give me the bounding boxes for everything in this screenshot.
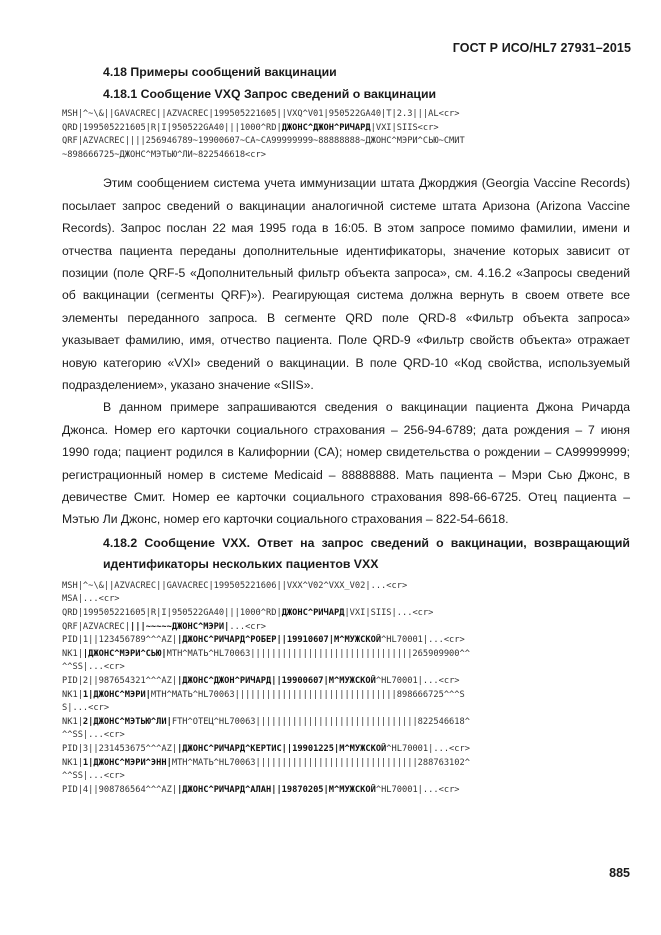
- code-line: PID|4||908786564^^^AZ||ДЖОНС^РИЧАРД^АЛАН||19870205|М^МУЖСКОЙ^HL70001|...<cr>: [62, 784, 460, 795]
- code-line: PID|3||231453675^^^AZ||ДЖОНС^РИЧАРД^КЕРТИС||19901225|М^МУЖСКОЙ^HL70001|...<cr>: [62, 744, 470, 754]
- section-heading: 4.18 Примеры сообщений вакцинации: [103, 65, 337, 79]
- code-line: QRD|199505221605|R|I|950522GA40|||1000^RD|ДЖОНС^ДЖОН^РИЧАРД|VXI|SIIS<cr>: [62, 122, 439, 133]
- code-line: NK1|2|ДЖОНС^МЭТЬЮ^ЛИ|FTH^ОТЕЦ^HL70063|||||||||||||||||||||||||||||||822546618^: [62, 716, 470, 727]
- code-block-vxx: [62, 580, 630, 798]
- standard-code-header: ГОСТ Р ИСО/HL7 27931–2015: [452, 41, 631, 55]
- subsection-heading-vxq: 4.18.1 Сообщение VXQ Запрос сведений о вакцинации: [103, 87, 437, 101]
- code-line: NK1|1|ДЖОНС^МЭРИ^ЭНН|MTH^МАТЬ^HL70063|||||||||||||||||||||||||||||||288763102^: [62, 757, 470, 768]
- page-number: 885: [609, 866, 630, 880]
- code-line: QRD|199505221605|R|I|950522GA40|||1000^RD|ДЖОНС^РИЧАРД|VXI|SIIS|...<cr>: [62, 608, 434, 619]
- code-line: S|...<cr>: [62, 703, 110, 714]
- subsection-heading-vxx: 4.18.2 Сообщение VXX. Ответ на запрос сведений о вакцинации, возвращающий идентификаторы нескольких пациентов VXX: [103, 535, 630, 572]
- code-line: MSH|^~\&||AZVACREC||GAVACREC|199505221606||VXX^V02^VXX_V02|...<cr>: [62, 580, 408, 591]
- code-line: ^^SS|...<cr>: [62, 730, 125, 741]
- code-line: QRF|AZVACREC||||256946789~19900607~CA~CA99999999~88888888~ДЖОНС^МЭРИ^СЬЮ~СМИТ: [62, 136, 465, 147]
- code-line: ~898666725~ДЖОНС^МЭТЬЮ^ЛИ~822546618<cr>: [62, 149, 266, 160]
- code-line: ^^SS|...<cr>: [62, 662, 125, 673]
- code-line: NK1|1|ДЖОНС^МЭРИ|MTH^МАТЬ^HL70063|||||||||||||||||||||||||||||||898666725^^^S: [62, 689, 465, 700]
- code-line: MSA|...<cr>: [62, 594, 120, 605]
- body-text: [62, 172, 630, 531]
- code-line: PID|1||123456789^^^AZ||ДЖОНС^РИЧАРД^РОБЕР||19910607|М^МУЖСКОЙ^HL70001|...<cr>: [62, 635, 465, 646]
- code-block-vxq: [62, 108, 630, 162]
- code-line: PID|2||987654321^^^AZ||ДЖОНС^ДЖОН^РИЧАРД||19900607|М^МУЖСКОЙ^HL70001|...<cr>: [62, 676, 460, 687]
- page-content: [62, 62, 630, 797]
- paragraph: В данном примере запрашиваются сведения о вакцинации пациента Джона Ричарда Джонса. Номер его карточки социального страхования – 256-94-6789; дата рождения – 7 июня 1990 года; пациент родился в Калифорнии (CA); номер свидетельства о рождении – CA99999999; регистрационный номер в системе Medicaid – 88888888. Мать пациента – Мэри Сью Джонс, в девичестве Смит. Номер ее карточки социального страхования 898-66-6725. Отец пациента – Мэтью Ли Джонс, номер его карточки социального страхования – 822-54-6618.: [62, 400, 630, 527]
- code-line: QRF|AZVACREC||||~~~~~ДЖОНС^МЭРИ|...<cr>: [62, 621, 267, 632]
- code-line: MSH|^~\&||GAVACREC||AZVACREC|199505221605||VXQ^V01|950522GA40|T|2.3|||AL<cr>: [62, 109, 460, 119]
- code-line: NK1||ДЖОНС^МЭРИ^СЬЮ|MTH^МАТЬ^HL70063|||||||||||||||||||||||||||||||265909900^^: [62, 648, 470, 659]
- code-line: ^^SS|...<cr>: [62, 771, 125, 782]
- paragraph: Этим сообщением система учета иммунизации штата Джорджия (Georgia Vaccine Records) посылает запрос сведений о вакцинации аналогичной системе штата Аризона (Arizona Vaccine Records). Запрос послан 22 мая 1995 года в 16:05. В этом запросе помимо фамилии, имени и отчества пациента переданы дополнительные идентификаторы, значение которых зависит от позиции (поле QRF-5 «Дополнительный фильтр объекта запроса», см. 4.16.2 «Запросы сведений об вакцинации (сегменты QRF)»). Реагирующая система должна вернуть в своем ответе все элементы переданного запроса. В сегменте QRD поле QRD-8 «Фильтр объекта запроса» указывает фамилию, имя, отчество пациента. Поле QRD-9 «Фильтр свойств объекта» отражает новую категорию «VXI» сведений о вакцинации. В поле QRD-10 «Код свойства, используемый подразделением», указано значение «SIIS».: [62, 176, 630, 393]
